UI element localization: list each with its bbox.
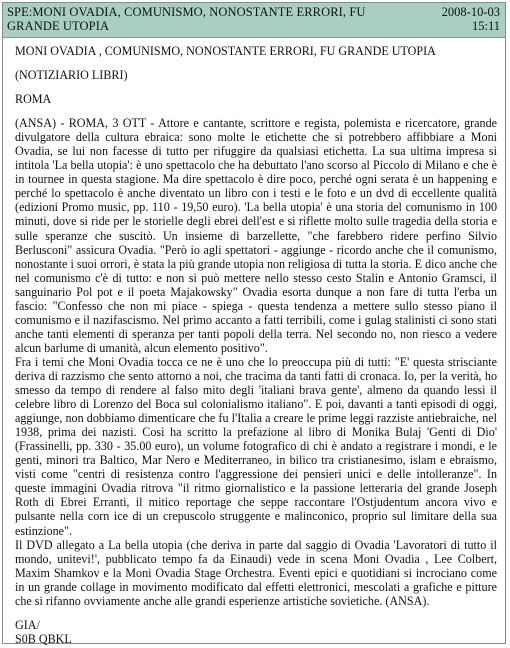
- article-paragraph-2: Fra i temi che Moni Ovadia tocca ce ne è uno che lo preoccupa più di tutti: "E' questa strisciante deriva di razzismo che sento attorno a noi, che tracima da tanti fatti di cronaca. Io, per la verità, ho smesso da tempo di rendere al falso mito degli 'italiani brava gente', almeno da quando lessi il celebre libro di Lorenzo del Boca sul colonialismo italiano". E poi, davanti a tanti episodi di oggi, aggiunge, non dobbiamo dimenticare che fu l'Italia a creare le prime leggi razziste antiebraiche, nel 1938, prima dei nazisti. Così ha scritto la prefazione al libro di Monika Bulaj 'Genti di Dio' (Frassinelli, pp. 330 - 35.00 euro), un volume fotografico di chi è andato a registrare i mondi, e le genti, minori tra Baltico, Mar Nero e Mediterraneo, in bilico tra cristianesimo, islam e ebraismo, visti come "centri di resistenza contro l'aggressione dei pensieri unici e delle intolleranze". In queste immagini Ovadia ritrova "il ritmo giornalistico e la passione letteraria del grande Joseph Roth di Ebrei Erranti, il mitico reportage che seppe raccontare l'Ostjudentum ancora vivo e pulsante nella corn ice di un crepuscolo struggente e malinconico, proprio sul limitare della sua estinzione".: [15, 354, 497, 538]
- article-headline: MONI OVADIA , COMUNISMO, NONOSTANTE ERRORI, FU GRANDE UTOPIA: [15, 44, 436, 58]
- article-section: (NOTIZIARIO LIBRI): [15, 68, 128, 83]
- news-header-time: 15:11: [471, 19, 500, 33]
- article-paragraph-3: Il DVD allegato a La bella utopia (che deriva in parte dal saggio di Ovadia 'Lavoratori di tutto il mondo, unitevi!', pubblicato tempo fa da Einaudi) vede in scena Moni Ovadia , Lee Colbert, Maxim Shamkov e la Moni Ovadia Stage Orchestra. Eventi epici e quotidiani si incrociano come in un grande collage in movimento modificato dal effetti elettronici, mescolati a grafiche e pitture che si rifanno ovviamente anche alle grandi esperienze artistiche sovietiche. (ANSA).: [15, 537, 497, 608]
- news-header-bar: [3, 3, 505, 38]
- news-header-title: SPE:MONI OVADIA, COMUNISMO, NONOSTANTE ERRORI, FU GRANDE UTOPIA: [7, 5, 366, 33]
- article-place: ROMA: [15, 92, 52, 107]
- article-body: [15, 44, 497, 646]
- article-signature-line-1: GIA/: [15, 617, 40, 632]
- article-signature-line-2: S0B QBKL: [15, 631, 72, 646]
- news-header-datetime: [400, 5, 500, 33]
- news-item-panel: [2, 2, 506, 644]
- article-paragraph-1: (ANSA) - ROMA, 3 OTT - Attore e cantante, scrittore e regista, polemista e ricercatore, grande divulgatore della cultura ebraica: sono molte le etichette che si potrebbero affibbiare a Moni Ovadia, se lui non facesse di tutto per rifuggire da qualsiasi etichetta. La sua ultima impresa si intitola 'La bella utopia': è uno spettacolo che ha debuttato l'ano scorso al Piccolo di Milano e che è in tournee in questa stagione. Ma dire spettacolo è dire poco, perché ogni serata è un happening e perché lo spettacolo è anche diventato un libro con i testi e le foto e un dvd di eccellente qualità (edizioni Promo music, pp. 110 - 19,50 euro). 'La bella utopia' è una storia del comunismo in 100 minuti, dove si ride per le storielle degli ebrei dell'est e si riflette molto sulle tragedia della storia e sulle speranze che suscitò. Un insieme di barzellette, "che farebbero ridere perfino Silvio Berlusconi" assicura Ovadia. "Però io agli spettatori - aggiunge - ricordo anche che il comunismo, nonostante i suoi orrori, è stata la più grande utopia non religiosa di tutta la storia. E dico anche che nel comunismo c'è di tutto: e non si può mettere nello stesso cesto Stalin e Antonio Gramsci, il sanguinario Pol pot e il poeta Majakowsky" Ovadia esorta dunque a non fare di tutta l'erba un fascio: "Confesso che non mi piace - spiega - questa tendenza a mettere sullo stesso piano il comunismo e il nazifascismo. Nel primo accanto a fatti terribili, come i gulag stalinisti ci sono stati anche tanti elementi di speranza per tanti popoli della terra. Nel secondo no, non riesco a vedere alcun barlume di umanità, alcun elemento positivo".: [15, 116, 497, 355]
- news-header-date: 2008-10-03: [441, 5, 500, 19]
